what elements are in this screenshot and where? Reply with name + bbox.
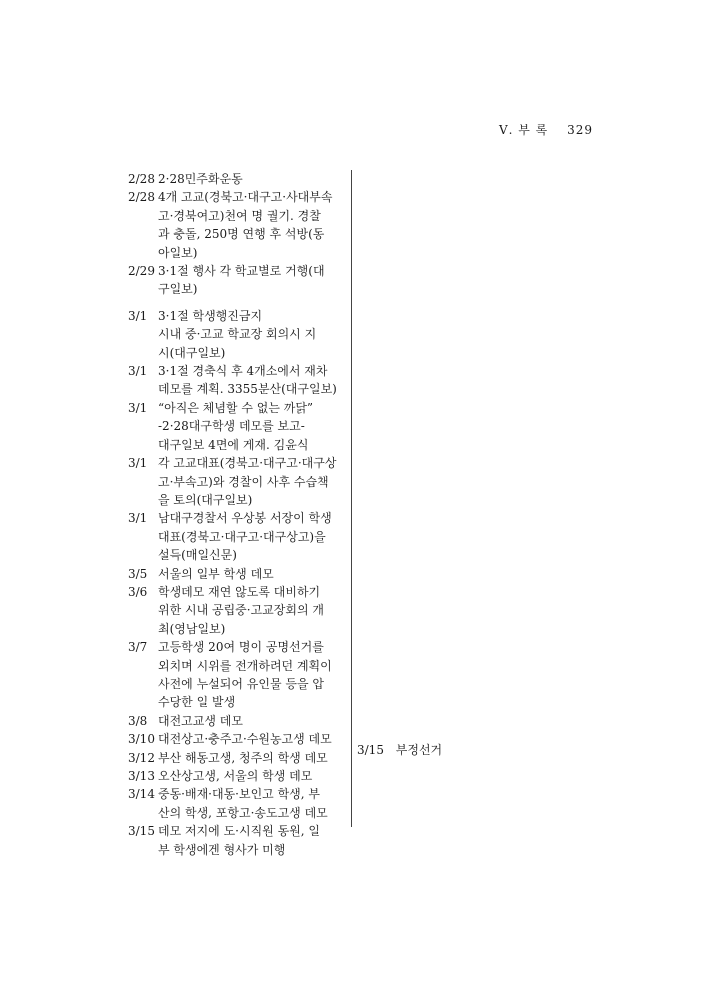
entry-text: [128, 583, 348, 638]
entry-text: [128, 785, 348, 822]
chronology-left-column: [128, 170, 348, 859]
entry-text-line: 오산상고생, 서울의 학생 데모: [158, 769, 313, 783]
entry-date: 3/1: [128, 308, 148, 323]
entry-text: [128, 730, 348, 748]
chronology-entry: [128, 262, 348, 299]
entry-text-line: 수당한 일 발생: [158, 695, 236, 710]
entry-text-line: 데모를 계획. 3355분산(대구일보): [158, 382, 337, 397]
entry-text: [128, 262, 348, 299]
chronology-entry: [128, 583, 348, 638]
entry-date: 2/29: [128, 264, 155, 279]
entry-text-line: “아직은 체념할 수 없는 까닭”: [158, 400, 314, 415]
entry-text: [128, 712, 348, 730]
entry-text: [128, 749, 348, 767]
chronology-entry: [128, 749, 348, 767]
entry-date: 3/7: [128, 640, 148, 655]
entry-date: 3/12: [128, 750, 155, 765]
entry-text: [128, 638, 348, 712]
entry-text: [128, 362, 348, 399]
entry-text: [128, 188, 348, 262]
entry-text-line: 대전고교생 데모: [158, 713, 243, 728]
entry-text-line: 시내 중·고교 학교장 회의시 지: [158, 327, 317, 342]
chronology-right-column: [357, 741, 442, 758]
entry-date: 3/14: [128, 787, 155, 802]
entry-text-line: 구일보): [158, 282, 198, 297]
entry-text-line: 아일보): [158, 245, 198, 260]
entry-text-line: 서울의 일부 학생 데모: [158, 566, 274, 581]
entry-text-line: 고·부속고)와 경찰이 사후 수습책: [158, 474, 329, 489]
entry-text-line: 고등학생 20여 명이 공명선거를: [158, 640, 324, 655]
entry-text-line: 부 학생에겐 형사가 미행: [158, 842, 286, 857]
entry-date: 3/1: [128, 511, 148, 526]
entry-text-line: 외치며 시위를 전개하려던 계획이: [158, 658, 332, 673]
entry-text-line: 을 토의(대구일보): [158, 492, 253, 507]
entry-date: 2/28: [128, 190, 155, 205]
entry-text: [128, 307, 348, 362]
chronology-entry: [128, 712, 348, 730]
entry-date: 3/13: [128, 769, 155, 783]
entry-text-line: 4개 고교(경북고·대구고·사대부속: [158, 190, 333, 205]
entry-text-line: -2·28대구학생 데모를 보고-: [158, 419, 305, 434]
entry-date: 3/10: [128, 732, 155, 747]
entry-text: [128, 170, 348, 188]
right-entry-date: 3/15: [357, 743, 384, 757]
entry-text-line: 대표(경북고·대구고·대구상고)을: [158, 529, 326, 544]
entry-text-line: 데모 저지에 도·시직원 동원, 일: [158, 824, 320, 839]
entry-text-line: 남대구경찰서 우상봉 서장이 학생: [158, 511, 332, 526]
entry-text: [128, 399, 348, 454]
chronology-entry: [128, 565, 348, 583]
entry-text: [128, 565, 348, 583]
chronology-entry: [128, 454, 348, 509]
entry-date: 2/28: [128, 172, 155, 186]
entry-text-line: 최(영남일보): [158, 621, 226, 636]
chronology-entry: [128, 822, 348, 859]
chronology-entry: [128, 730, 348, 748]
entry-text-line: 고·경북여고)천여 명 궐기. 경찰: [158, 208, 321, 223]
entry-text-line: 사전에 누설되어 유인물 등을 압: [158, 676, 324, 691]
entry-date: 3/1: [128, 456, 148, 471]
entry-text-line: 중동·배재·대동·보인고 학생, 부: [158, 787, 320, 802]
section-title: Ⅴ. 부 록: [498, 123, 549, 137]
chronology-entry: [128, 399, 348, 454]
chronology-entry: [128, 188, 348, 262]
column-divider: [351, 170, 352, 827]
entry-text-line: 부산 해동고생, 청주의 학생 데모: [158, 750, 328, 765]
entry-text-line: 각 고교대표(경북고·대구고·대구상: [158, 456, 337, 471]
chronology-entry: [128, 307, 348, 362]
chronology-entry: [128, 170, 348, 188]
entry-text-line: 대전상고·충주고·수원농고생 데모: [158, 732, 332, 747]
entry-text-line: 2·28민주화운동: [158, 172, 243, 186]
entry-text-line: 3·1절 학생행진금지: [158, 308, 263, 323]
entry-text-line: 학생데모 재연 않도록 대비하기: [158, 584, 321, 599]
chronology-entry: [128, 638, 348, 712]
page-number: 329: [567, 123, 593, 137]
entry-date: 3/8: [128, 713, 148, 728]
entry-text-line: 시(대구일보): [158, 345, 226, 360]
entry-text: [128, 822, 348, 859]
entry-date: 3/6: [128, 584, 148, 599]
entry-text-line: 설득(매일신문): [158, 548, 237, 563]
entry-text: [128, 454, 348, 509]
right-entry-text: 부정선거: [395, 743, 443, 757]
entry-date: 3/1: [128, 400, 148, 415]
chronology-entry: [128, 362, 348, 399]
entry-text-line: 위한 시내 공립중·고교장회의 개: [158, 603, 324, 618]
entry-text-line: 산의 학생, 포항고·송도고생 데모: [158, 805, 328, 820]
entry-text-line: 3·1절 경축식 후 4개소에서 재차: [158, 364, 328, 379]
entry-date: 3/5: [128, 566, 148, 581]
chronology-entry: [128, 785, 348, 822]
entry-text-line: 3·1절 행사 각 학교별로 거행(대: [158, 264, 325, 279]
chronology-entry: [128, 767, 348, 785]
entry-text-line: 대구일보 4면에 게재. 김윤식: [158, 437, 309, 452]
entry-text: [128, 767, 348, 785]
chronology-entry: [128, 509, 348, 564]
entry-date: 3/1: [128, 364, 148, 379]
entry-text: [128, 509, 348, 564]
entry-text-line: 과 충돌, 250명 연행 후 석방(동: [158, 227, 325, 242]
page-header: [499, 121, 593, 138]
entry-date: 3/15: [128, 824, 155, 839]
